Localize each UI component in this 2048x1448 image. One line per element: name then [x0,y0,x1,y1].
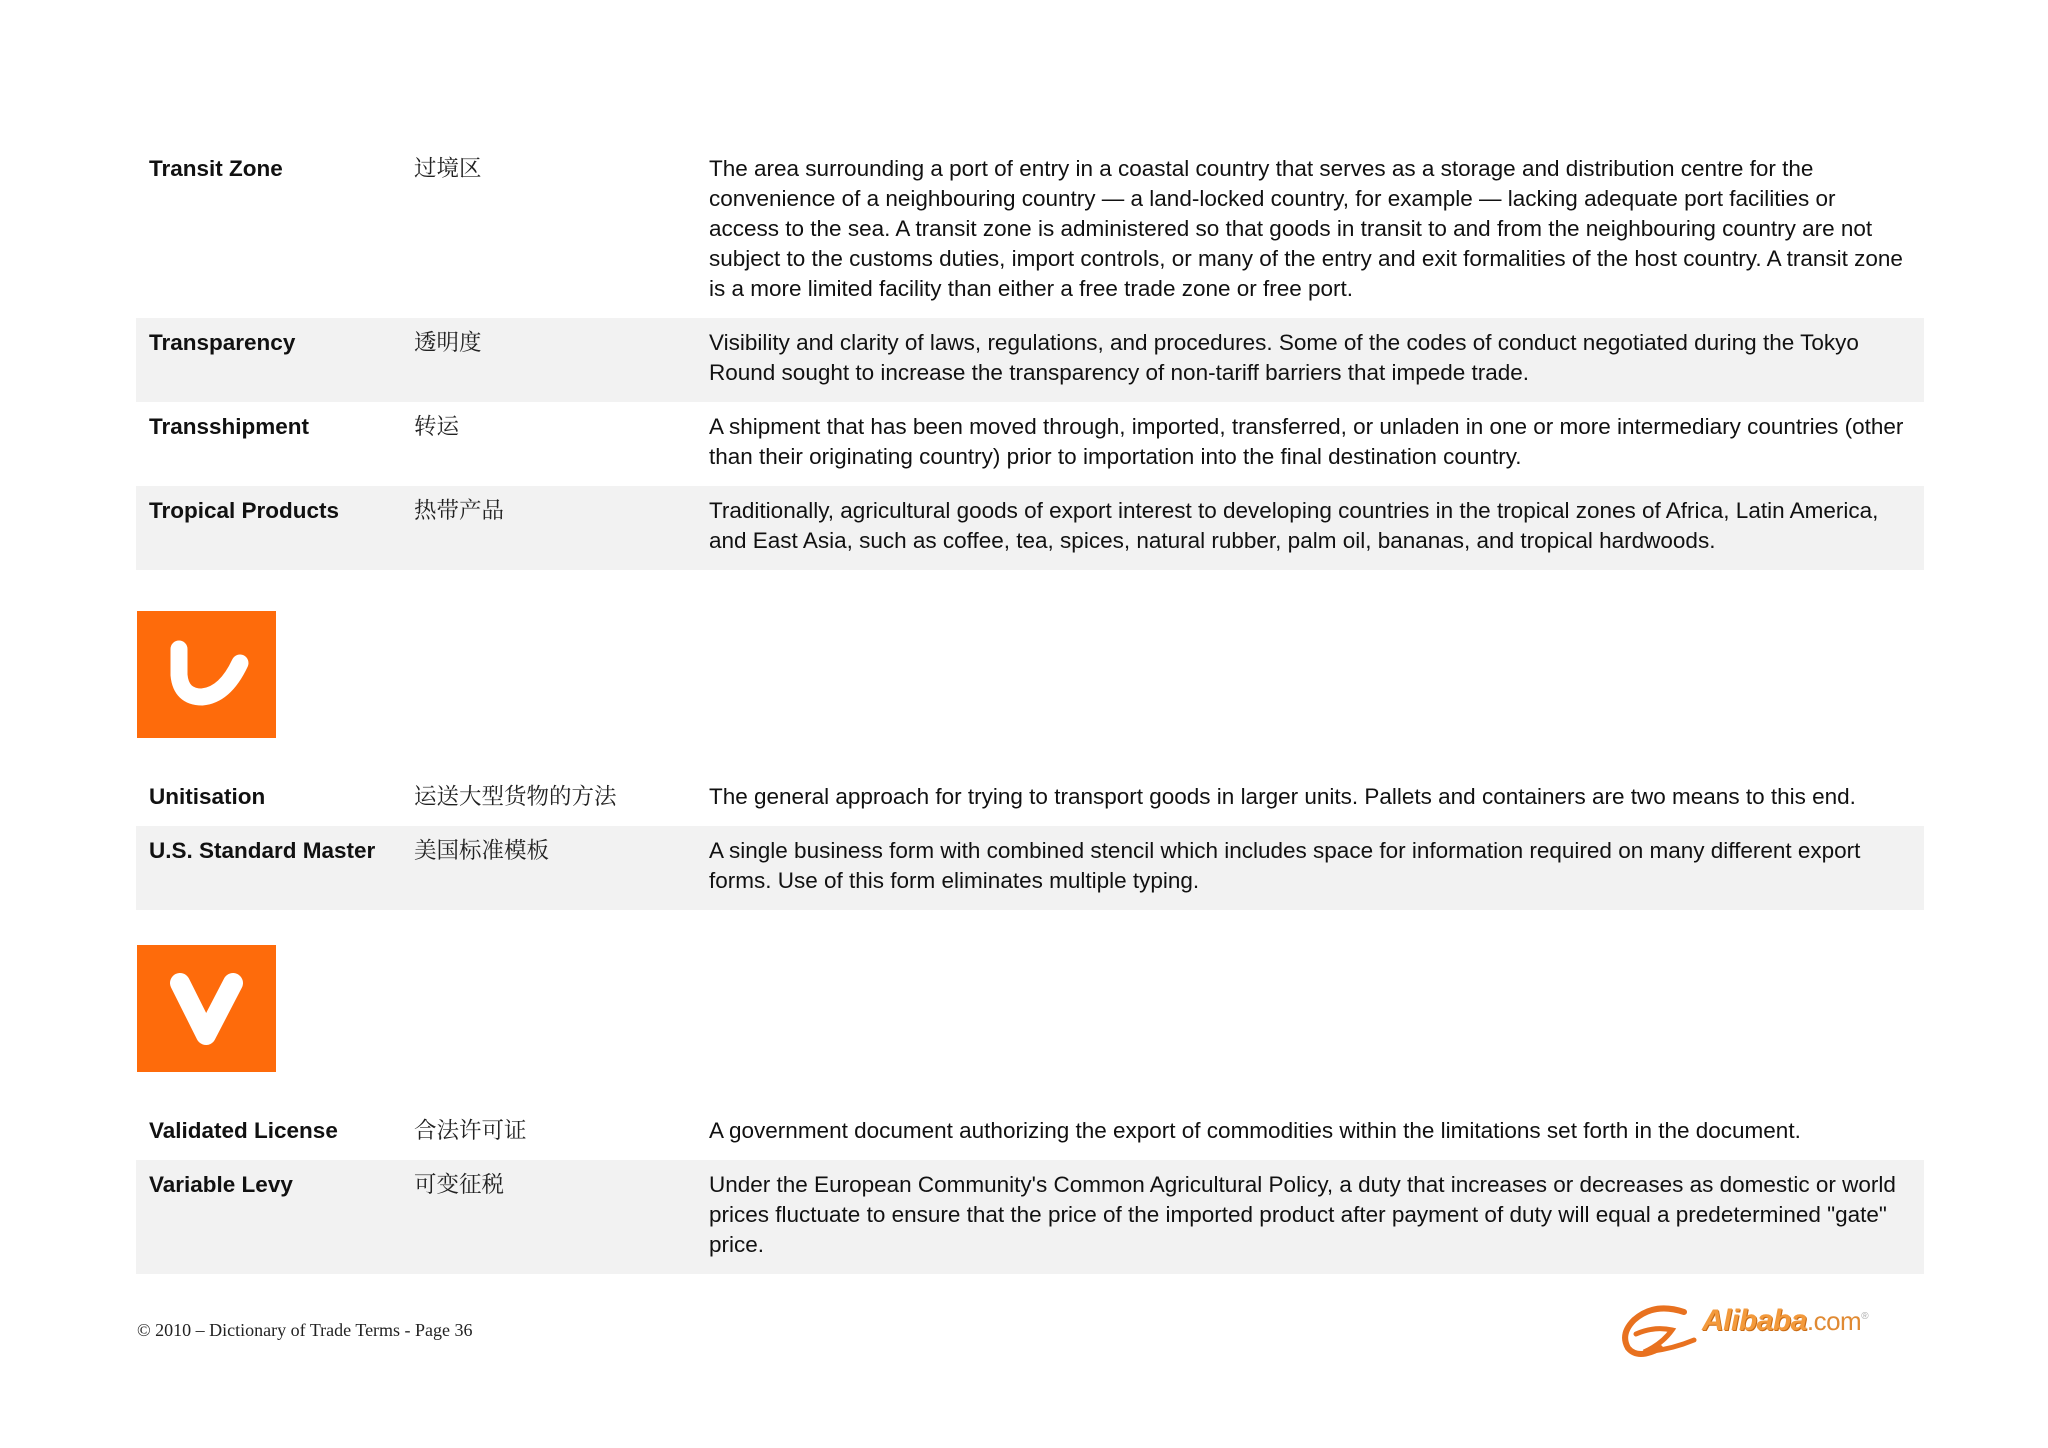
definition: The area surrounding a port of entry in a coastal country that serves as a storage and distribution centre for the convenience of a neighbouring country — a land-locked country, for example — lacking adequate port facilities or access to the sea. A transit zone is administered so that goods in transit to and from the neighbouring country are not subject to the customs duties, import controls, or many of the entry and exit formalities of the host country. A transit zone is a more limited facility than either a free trade zone or free port. [709,156,1903,301]
term: Validated License [149,1118,338,1143]
glossary-row [136,1116,1924,1160]
definition: The general approach for trying to transport goods in larger units. Pallets and containers are two means to this end. [709,784,1856,809]
letter-v-icon [137,945,276,1072]
definition: A government document authorizing the export of commodities within the limitations set forth in the document. [709,1118,1801,1143]
definition: A shipment that has been moved through, imported, transferred, or unladen in one or more intermediary countries (other than their originating country) prior to importation into the final destination country. [709,414,1904,469]
glossary-row [136,782,1924,826]
letter-u-badge [137,611,276,738]
letter-v-badge [137,945,276,1072]
term: Unitisation [149,784,266,809]
glossary-row [136,318,1924,402]
glossary-row [136,486,1924,570]
term: Transparency [149,330,296,355]
alibaba-logo-word: Alibaba [1702,1304,1807,1337]
alibaba-logo-suffix: .com [1806,1306,1862,1336]
glossary-row [136,826,1924,910]
chinese-term: 合法许可证 [414,1118,527,1144]
glossary-row [136,1160,1924,1274]
chinese-term: 运送大型货物的方法 [414,784,617,810]
registered-mark: ® [1861,1311,1869,1322]
chinese-term: 过境区 [414,156,482,182]
chinese-term: 可变征税 [414,1172,505,1198]
definition: A single business form with combined stencil which includes space for information required on many different export forms. Use of this form eliminates multiple typing. [709,838,1861,893]
chinese-term: 美国标准模板 [414,838,550,864]
alibaba-logo [1614,1300,1914,1362]
term: Variable Levy [149,1172,293,1197]
t-section [136,152,1924,570]
letter-u-icon [137,611,276,738]
definition: Visibility and clarity of laws, regulations, and procedures. Some of the codes of conduct negotiated during the Tokyo Round sought to increase the transparency of non-tariff barriers that impede trade. [709,330,1859,385]
v-section [136,1116,1924,1274]
alibaba-logo-text [1702,1304,1868,1338]
chinese-term: 转运 [414,414,460,440]
term: Transshipment [149,414,310,439]
u-section [136,782,1924,910]
term: U.S. Standard Master [149,838,376,863]
term: Tropical Products [149,498,340,523]
term: Transit Zone [149,156,283,181]
definition: Traditionally, agricultural goods of export interest to developing countries in the tropical zones of Africa, Latin America, and East Asia, such as coffee, tea, spices, natural rubber, palm oil, bananas, and tropical hardwoods. [709,498,1879,553]
chinese-term: 透明度 [414,330,482,356]
page-footer: © 2010 – Dictionary of Trade Terms - Page 36 [137,1320,473,1340]
alibaba-logo-mark-icon [1614,1300,1704,1362]
glossary-row [136,402,1924,486]
chinese-term: 热带产品 [414,498,505,524]
definition: Under the European Community's Common Agricultural Policy, a duty that increases or decreases as domestic or world prices fluctuate to ensure that the price of the imported product after payment of duty will equal a predetermined "gate" price. [709,1172,1896,1257]
glossary-row [136,152,1924,318]
